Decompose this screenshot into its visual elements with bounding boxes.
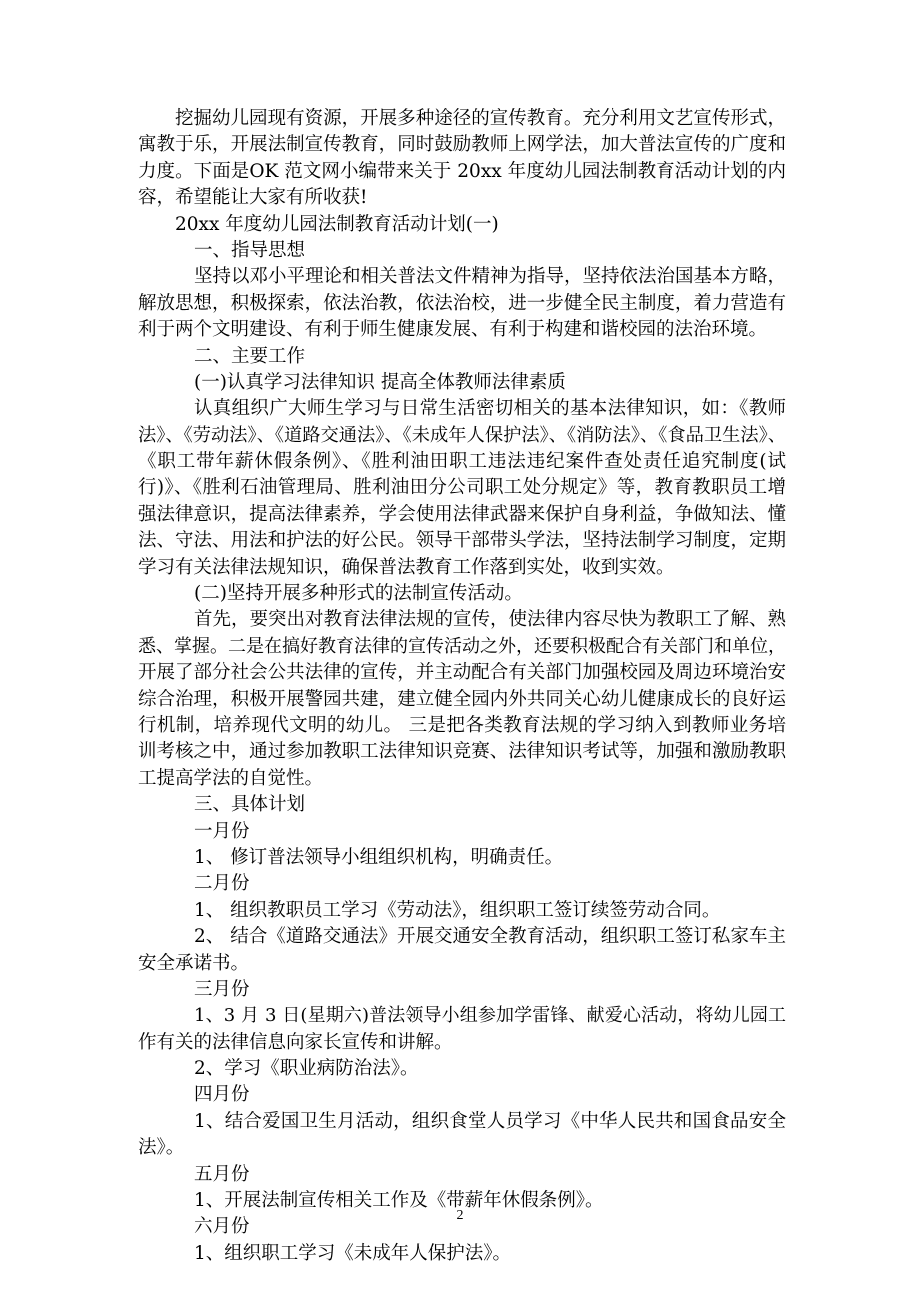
text-line: 二月份 (194, 873, 250, 895)
text-line: 二、主要工作 (194, 345, 306, 367)
text-line: 1、 修订普法领导小组组织机构，明确责任。 (194, 846, 564, 868)
text-line: (一)认真学习法律知识 提高全体教师法律素质 (194, 371, 566, 393)
text-line: 法、守法、用法和护法的好公民。领导干部带头学法，坚持法制学习制度，定期 (138, 530, 786, 552)
text-line: 行)》、《胜利石油管理局、胜利油田分公司职工处分规定》等，教育教职员工增 (138, 477, 786, 499)
document-body (138, 106, 786, 1267)
text-line: 开展了部分社会公共法律的宣传，并主动配合有关部门加强校园及周边环境治安 (138, 662, 786, 684)
text-line: 寓教于乐，开展法制宣传教育，同时鼓励教师上网学法，加大普法宣传的广度和 (138, 134, 786, 156)
text-line: 工提高学法的自觉性。 (138, 767, 324, 789)
text-line: 认真组织广大师生学习与日常生活密切相关的基本法律知识，如：《教师 (194, 398, 786, 420)
text-line: 1、结合爱国卫生月活动，组织食堂人员学习《中华人民共和国食品安全 (194, 1110, 786, 1132)
text-line: (二)坚持开展多种形式的法制宣传活动。 (194, 583, 523, 605)
text-line: 《职工带年薪休假条例》、《胜利油田职工违法违纪案件查处责任追究制度(试 (138, 451, 786, 473)
text-line: 20xx 年度幼儿园法制教育活动计划(一) (175, 213, 499, 235)
text-line: 1、3 月 3 日(星期六)普法领导小组参加学雷锋、献爱心活动，将幼儿园工 (194, 1005, 786, 1027)
text-line: 行机制，培养现代文明的幼儿。 三是把各类教育法规的学习纳入到教师业务培 (138, 714, 786, 736)
text-line: 挖掘幼儿园现有资源，开展多种途径的宣传教育。充分利用文艺宣传形式， (175, 108, 786, 129)
text-line: 解放思想，积极探索，依法治教，依法治校，进一步健全民主制度，着力营造有 (138, 292, 786, 314)
text-line: 容，希望能让大家有所收获! (138, 187, 368, 209)
text-line: 学习有关法律法规知识，确保普法教育工作落到实处，收到实效。 (138, 556, 675, 578)
text-line: 悉、掌握。二是在搞好教育法律的宣传活动之外，还要积极配合有关部门和单位， (138, 635, 786, 657)
text-line: 2、 结合《道路交通法》开展交通安全教育活动，组织职工签订私家车主 (194, 926, 786, 948)
text-line: 1、组织职工学习《未成年人保护法》。 (194, 1242, 512, 1264)
text-line: 三月份 (194, 978, 250, 1000)
text-line: 法》。 (138, 1137, 185, 1159)
text-line: 力度。下面是OK 范文网小编带来关于 20xx 年度幼儿园法制教育活动计划的内 (138, 160, 786, 182)
text-line: 一月份 (194, 820, 250, 842)
text-line: 四月份 (194, 1084, 250, 1106)
text-line: 1、 组织教职员工学习《劳动法》，组织职工签订续签劳动合同。 (194, 899, 721, 921)
text-line: 坚持以邓小平理论和相关普法文件精神为指导，坚持依法治国基本方略， (194, 266, 787, 288)
text-line: 六月份 (194, 1216, 250, 1238)
text-line: 综合治理，积极开展警园共建，建立健全园内外共同关心幼儿健康成长的良好运 (138, 688, 786, 710)
text-line: 作有关的法律信息向家长宣传和讲解。 (138, 1031, 453, 1053)
text-line: 五月份 (194, 1163, 250, 1185)
text-line: 三、具体计划 (194, 794, 306, 816)
text-line: 安全承诺书。 (138, 952, 250, 974)
text-line: 首先，要突出对教育法律法规的宣传，使法律内容尽快为教职工了解、熟 (194, 609, 787, 631)
text-line: 一、指导思想 (194, 239, 306, 261)
text-line: 2、学习《职业病防治法》。 (194, 1058, 419, 1080)
text-line: 利于两个文明建设、有利于师生健康发展、有利于构建和谐校园的法治环境。 (138, 319, 768, 341)
text-line: 法》、《劳动法》、《道路交通法》、《未成年人保护法》、《消防法》、《食品卫生法》、 (138, 424, 786, 446)
text-line: 训考核之中，通过参加教职工法律知识竞赛、法律知识考试等，加强和激励教职 (138, 741, 786, 763)
page-number: 2 (456, 1208, 464, 1223)
text-line: 1、开展法制宣传相关工作及《带薪年休假条例》。 (194, 1190, 604, 1212)
text-line: 强法律意识，提高法律素养，学会使用法律武器来保护自身利益，争做知法、懂 (138, 503, 786, 525)
